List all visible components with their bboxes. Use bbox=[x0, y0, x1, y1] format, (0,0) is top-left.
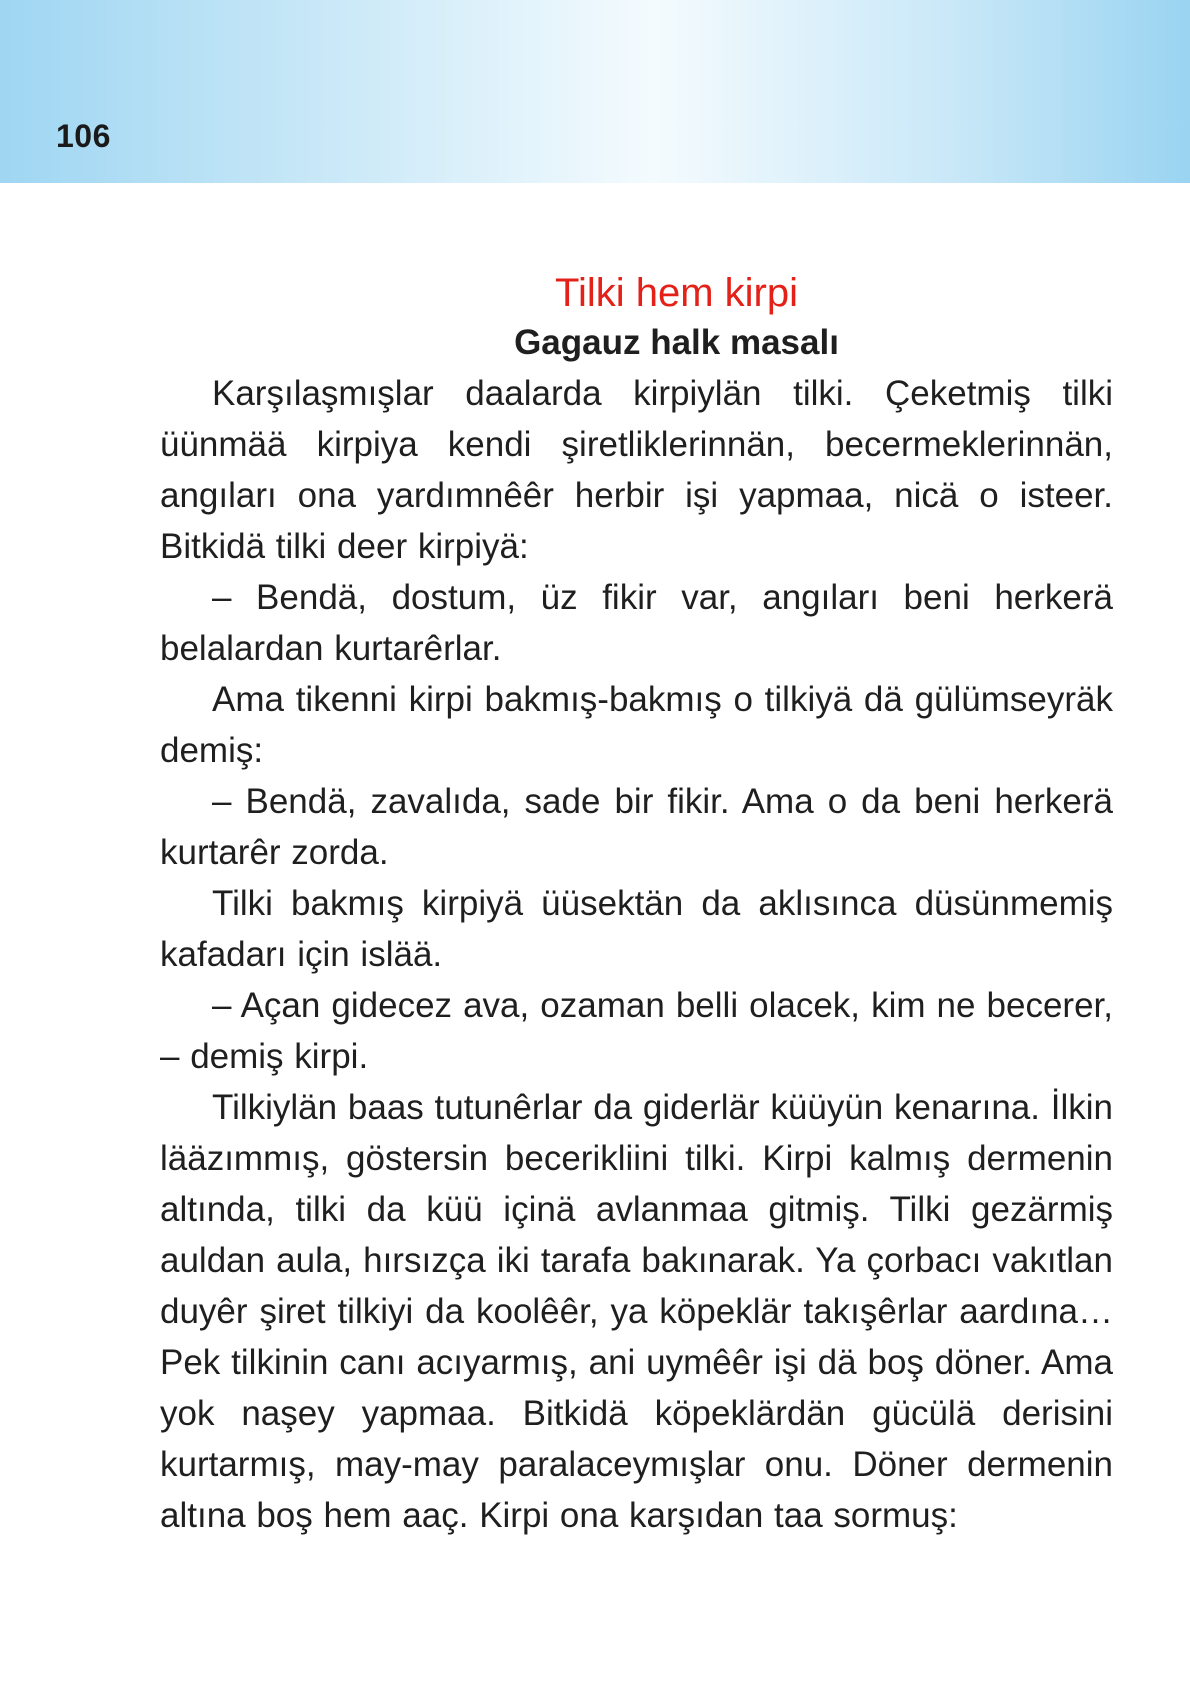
paragraph: Karşılaşmışlar daalarda kirpiylän tilki. Çeketmiş tilki üünmää kirpiya kendi şiretliklerinnän, becermeklerinnän, angıları ona yardımnêêr herbir işi yapmaa, nicä o isteer. Bitkidä tilki deer kirpiyä: bbox=[160, 374, 1113, 566]
paragraph: – Açan gidecez ava, ozaman belli olacek, kim ne becerer, – demiş kirpi. bbox=[160, 986, 1113, 1076]
paragraph: Tilki bakmış kirpiyä üüsektän da aklısınca düsünmemiş kafadarı için islää. bbox=[160, 884, 1113, 974]
story-subtitle: Gagauz halk masalı bbox=[514, 323, 839, 362]
page-number: 106 bbox=[56, 118, 111, 154]
paragraph: Tilkiylän baas tutunêrlar da giderlär küüyün kenarına. İlkin lääzımmış, göstersin becerikliini tilki. Kirpi kalmış dermenin altında, tilki da küü içinä avlanmaa gitmiş. Tilki gezärmiş auldan aula, hırsızça iki tarafa bakınarak. Ya çorbacı vakıtlan duyêr şiret tilkiyi da koolêêr, ya köpeklär takışêrlar aardına… Pek tilkinin canı acıyarmış, ani uymêêr işi dä boş döner. Ama yok naşey yapmaa. Bitkidä köpeklärdän gücülä derisini kurtarmış, may-may paralaceymışlar onu. Döner dermenin altına boş hem aaç. Kirpi ona karşıdan taa sormuş: bbox=[160, 1088, 1113, 1535]
paragraph: Ama tikenni kirpi bakmış-bakmış o tilkiyä dä gülümseyräk demiş: bbox=[160, 680, 1113, 770]
story-title: Tilki hem kirpi bbox=[555, 271, 798, 315]
paragraph: – Bendä, dostum, üz fikir var, angıları beni herkerä belalardan kurtarêrlar. bbox=[160, 578, 1113, 668]
header-band bbox=[0, 0, 1190, 183]
paragraph: – Bendä, zavalıda, sade bir fikir. Ama o da beni herkerä kurtarêr zorda. bbox=[160, 782, 1113, 872]
story-content bbox=[160, 268, 1113, 1541]
